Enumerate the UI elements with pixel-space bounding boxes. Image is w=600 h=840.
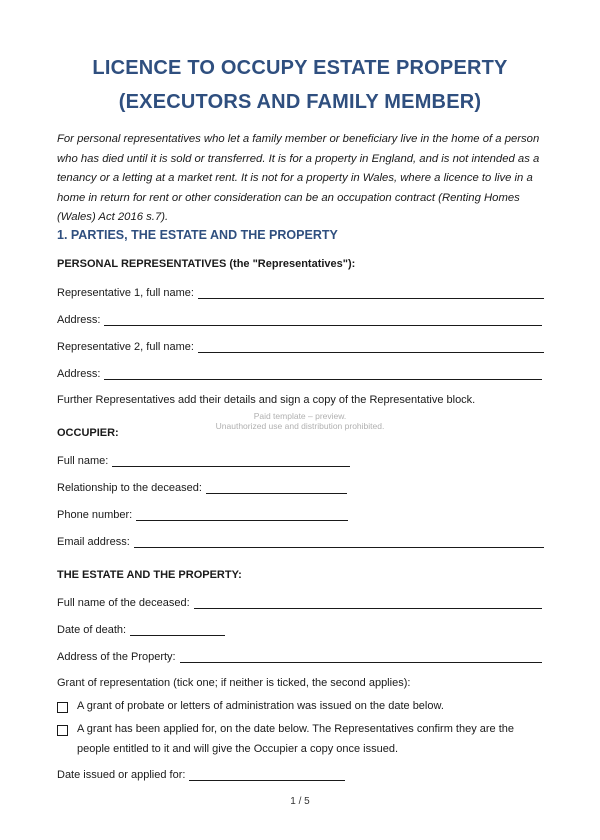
grant-option-applied-line-2: people entitled to it and will give the Occupier a copy once issued. [77, 743, 399, 755]
occupier-email-field[interactable] [57, 535, 544, 548]
grant-option-applied-label [77, 719, 514, 759]
rep1-address-field[interactable] [57, 313, 542, 326]
occupier-relationship-line[interactable] [206, 481, 347, 494]
date-of-death-field[interactable] [57, 623, 225, 636]
intro-paragraph: For personal representatives who let a family member or beneficiary live in the home of a person who has died until it is sold or transferred. It is for a property in England, and is not intended as a tenancy or a letting at a market rent. It is not for a property in Wales, where a licence to live in a home in return for rent or other consideration can be an occupation contract (Renting Homes (Wales) Act 2016 s.7). [57, 133, 540, 223]
watermark-line-2: Unauthorized use and distribution prohibited. [215, 421, 385, 431]
page-number: 1 / 5 [290, 796, 310, 807]
occupier-phone-label: Phone number: [57, 509, 133, 521]
watermark-line-1: Paid template – preview. [253, 411, 347, 421]
property-address-field[interactable] [57, 650, 542, 663]
further-representatives-note: Further Representatives add their details and sign a copy of the Representative block. [57, 394, 476, 406]
document-title-line-1: LICENCE TO OCCUPY ESTATE PROPERTY [92, 57, 508, 79]
grant-option-issued-label: A grant of probate or letters of administration was issued on the date below. [77, 700, 444, 712]
occupier-phone-line[interactable] [136, 508, 348, 521]
rep2-name-label: Representative 2, full name: [57, 341, 194, 353]
deceased-name-label: Full name of the deceased: [57, 597, 190, 609]
grant-option-issued[interactable] [57, 700, 444, 716]
representatives-heading: PERSONAL REPRESENTATIVES (the "Representatives"): [57, 258, 356, 270]
section-heading: 1. PARTIES, THE ESTATE AND THE PROPERTY [57, 228, 338, 242]
occupier-phone-field[interactable] [57, 508, 348, 521]
checkbox-applied[interactable] [57, 725, 68, 736]
checkbox-issued[interactable] [57, 702, 68, 713]
date-of-death-label: Date of death: [57, 624, 127, 636]
deceased-name-line[interactable] [194, 596, 542, 609]
date-issued-field[interactable] [57, 768, 345, 781]
occupier-fullname-field[interactable] [57, 454, 350, 467]
date-issued-line[interactable] [189, 768, 345, 781]
occupier-email-line[interactable] [134, 535, 544, 548]
date-issued-label: Date issued or applied for: [57, 769, 186, 781]
rep1-address-label: Address: [57, 314, 101, 326]
rep2-name-line[interactable] [198, 340, 544, 353]
occupier-email-label: Email address: [57, 536, 130, 548]
estate-heading: THE ESTATE AND THE PROPERTY: [57, 569, 242, 581]
occupier-relationship-label: Relationship to the deceased: [57, 482, 202, 494]
property-address-line[interactable] [180, 650, 542, 663]
rep2-address-line[interactable] [104, 367, 542, 380]
property-address-label: Address of the Property: [57, 651, 176, 663]
rep1-name-field[interactable] [57, 286, 544, 299]
rep2-name-field[interactable] [57, 340, 544, 353]
date-of-death-line[interactable] [130, 623, 225, 636]
grant-option-applied[interactable] [57, 723, 514, 759]
deceased-name-field[interactable] [57, 596, 542, 609]
occupier-fullname-label: Full name: [57, 455, 109, 467]
occupier-fullname-line[interactable] [112, 454, 350, 467]
rep2-address-field[interactable] [57, 367, 542, 380]
rep1-name-label: Representative 1, full name: [57, 287, 194, 299]
occupier-relationship-field[interactable] [57, 481, 347, 494]
document-title-line-2: (EXECUTORS AND FAMILY MEMBER) [118, 91, 482, 113]
rep1-address-line[interactable] [104, 313, 542, 326]
grant-label: Grant of representation (tick one; if neither is ticked, the second applies): [57, 677, 411, 689]
rep1-name-line[interactable] [198, 286, 544, 299]
grant-option-applied-line-1: A grant has been applied for, on the date below. The Representatives confirm they are the [77, 723, 515, 735]
rep2-address-label: Address: [57, 368, 101, 380]
occupier-heading: OCCUPIER: [57, 427, 119, 439]
